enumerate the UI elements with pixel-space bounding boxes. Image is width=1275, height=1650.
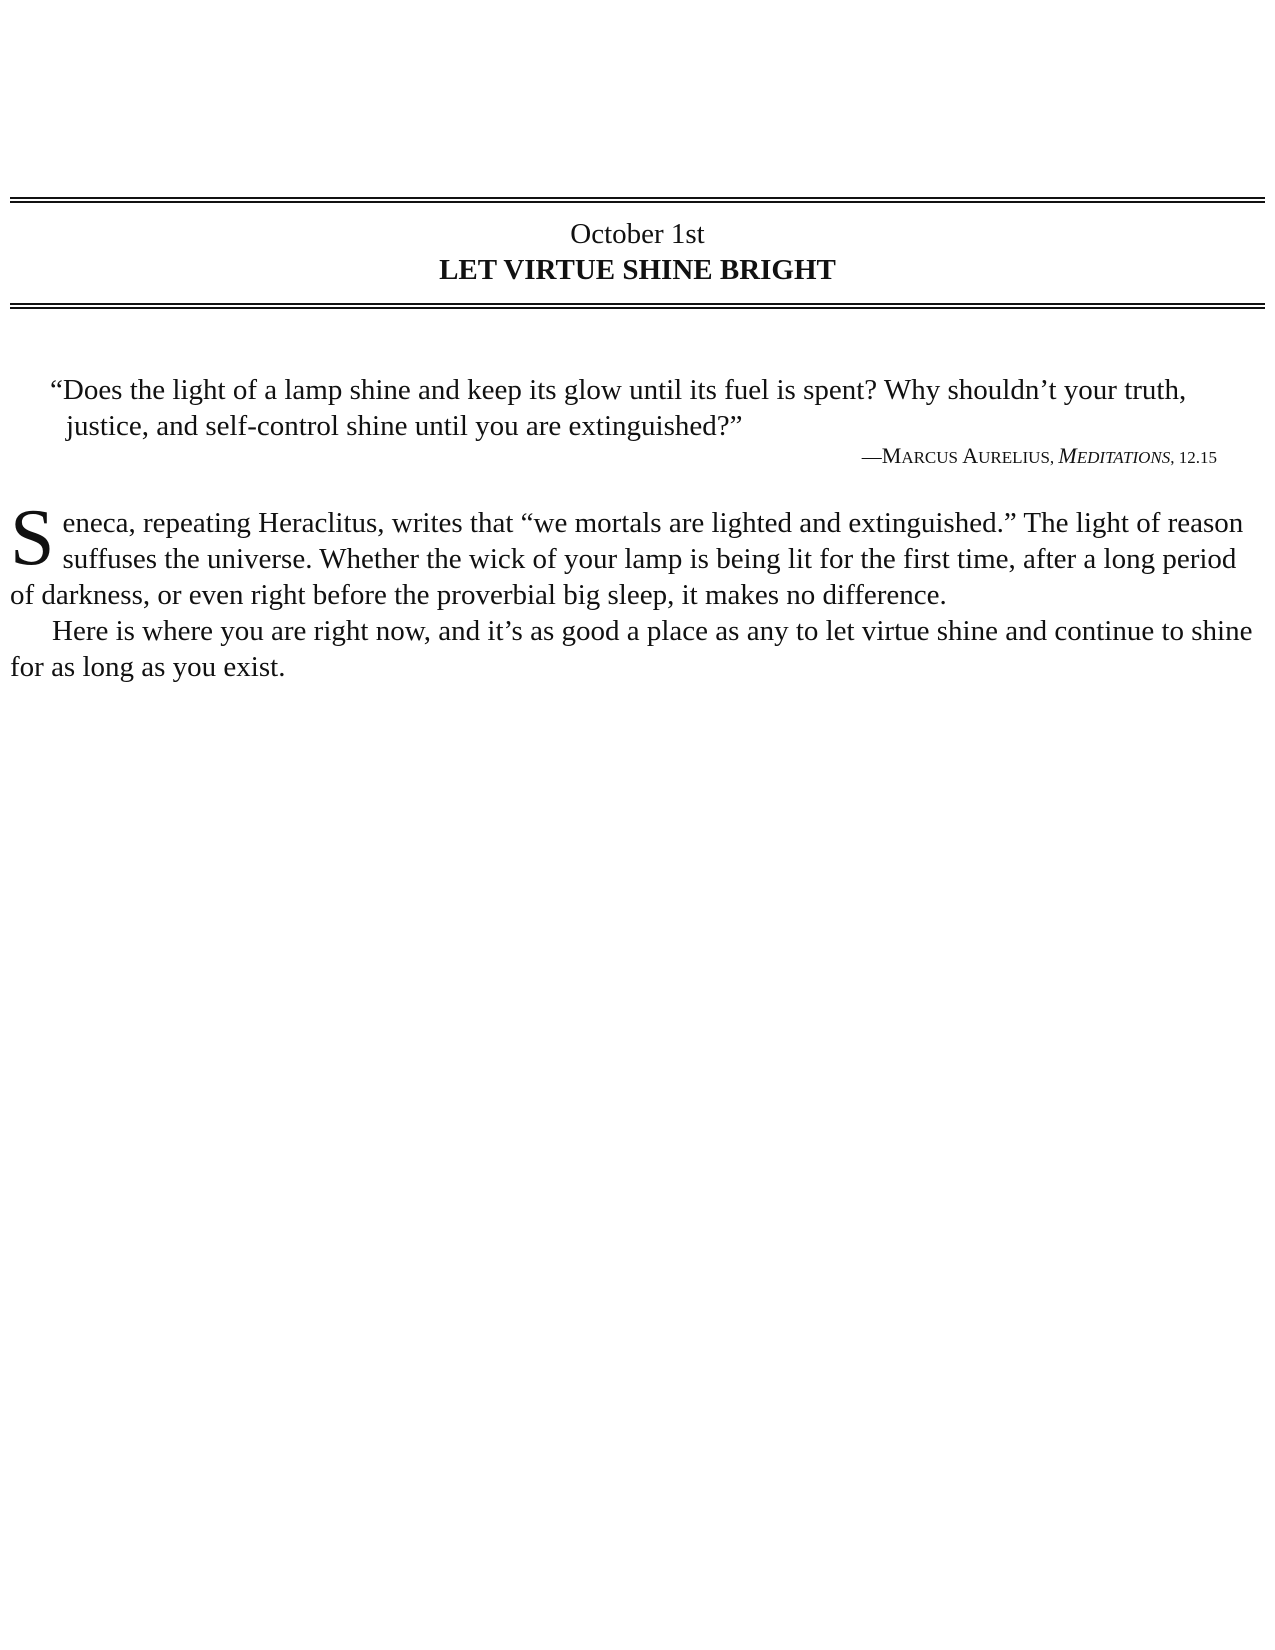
- attribution-author-initial-last: A: [962, 443, 979, 468]
- header-bottom-rule: [10, 303, 1265, 309]
- body-paragraph-1: [10, 494, 1265, 613]
- attribution-dash: —: [861, 446, 882, 468]
- attribution-author-first-rest: ARCUS: [901, 448, 963, 467]
- body-paragraph-2: Here is where you are right now, and it’s as good a place as any to let virtue shine and continue to shine for as long as you exist.: [10, 615, 1253, 683]
- attribution-work-initial: M: [1058, 443, 1077, 468]
- epigraph-attribution: [862, 444, 1217, 470]
- body-paragraph-1-text: eneca, repeating Heraclitus, writes that “we mortals are lighted and extinguished.” The light of reason suffuses the universe. Whether the wick of your lamp is being lit for the first time, after a long period of darkness, or even right before the proverbial big sleep, it makes no difference.: [10, 507, 1244, 611]
- entry-date: October 1st: [570, 218, 705, 250]
- header-top-rule: [10, 197, 1265, 203]
- drop-cap: S: [10, 494, 55, 582]
- attribution-reference: , 12.15: [1170, 448, 1217, 467]
- entry-title: LET VIRTUE SHINE BRIGHT: [439, 254, 836, 286]
- attribution-author-last-rest: URELIUS,: [978, 448, 1059, 467]
- attribution-work-rest: EDITATIONS: [1076, 448, 1171, 467]
- attribution-author-initial-first: M: [881, 443, 902, 468]
- epigraph-quote: “Does the light of a lamp shine and keep its glow until its fuel is spent? Why shouldn’t your truth, justice, and self-control shine until you are extinguished?”: [50, 374, 1187, 442]
- entry-body: [10, 494, 1265, 685]
